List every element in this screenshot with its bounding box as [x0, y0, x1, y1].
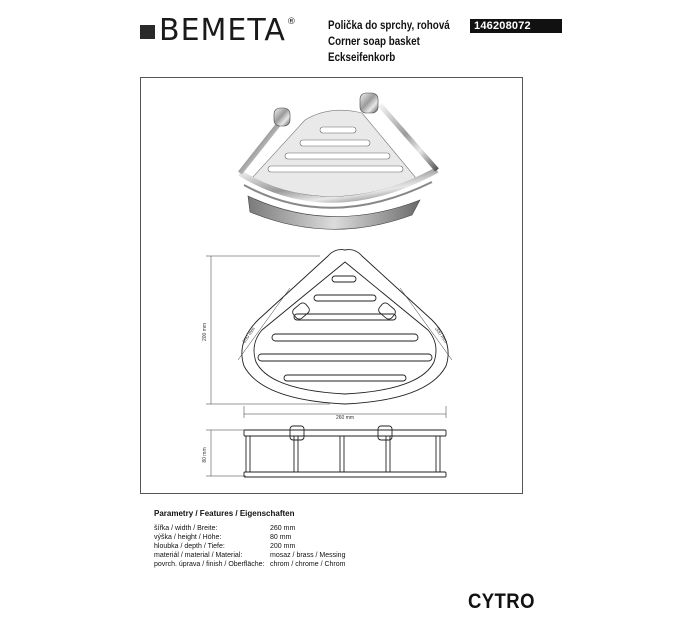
- product-code: 146208072: [470, 19, 562, 33]
- front-view-drawing: [244, 426, 446, 477]
- top-view-drawing: [242, 250, 448, 404]
- feature-label: povrch. úprava / finish / Oberfläche:: [154, 561, 265, 568]
- dim-side-right-label: 200 mm: [433, 326, 449, 345]
- feature-row: [154, 542, 345, 551]
- product-photo: [240, 93, 437, 229]
- title-de: Eckseifenkorb: [328, 50, 396, 64]
- dim-width-label: 260 mm: [335, 415, 355, 421]
- feature-row: [154, 560, 345, 569]
- feature-label: šířka / width / Breite:: [154, 525, 218, 532]
- feature-label: hloubka / depth / Tiefe:: [154, 543, 225, 550]
- dimension-lines: [206, 256, 452, 476]
- feature-label: materiál / material / Material:: [154, 552, 243, 559]
- feature-value: 260 mm: [270, 525, 296, 532]
- brand-name-text: BEMETA: [159, 13, 286, 48]
- feature-row: [154, 533, 345, 542]
- features-section: [154, 509, 345, 569]
- top-view-slots: [258, 276, 432, 381]
- dim-depth-label: 200 mm: [202, 322, 208, 342]
- feature-label: výška / height / Höhe:: [154, 534, 222, 541]
- feature-row: [154, 524, 345, 533]
- feature-value: 80 mm: [270, 534, 292, 541]
- feature-row: [154, 551, 345, 560]
- features-title: Parametry / Features / Eigenschaften: [154, 509, 295, 518]
- dim-height-label: 80 mm: [202, 447, 208, 463]
- series-name: CYTRO: [468, 590, 535, 613]
- feature-value: mosaz / brass / Messing: [270, 552, 346, 559]
- registered-mark: ®: [286, 17, 297, 27]
- dim-side-left-label: 200 mm: [241, 326, 257, 345]
- top-view-clips: [291, 301, 397, 320]
- feature-value: 200 mm: [270, 543, 296, 550]
- title-cz: Polička do sprchy, rohová: [328, 18, 450, 32]
- feature-value: chrom / chrome / Chrom: [270, 561, 346, 568]
- title-en: Corner soap basket: [328, 34, 420, 48]
